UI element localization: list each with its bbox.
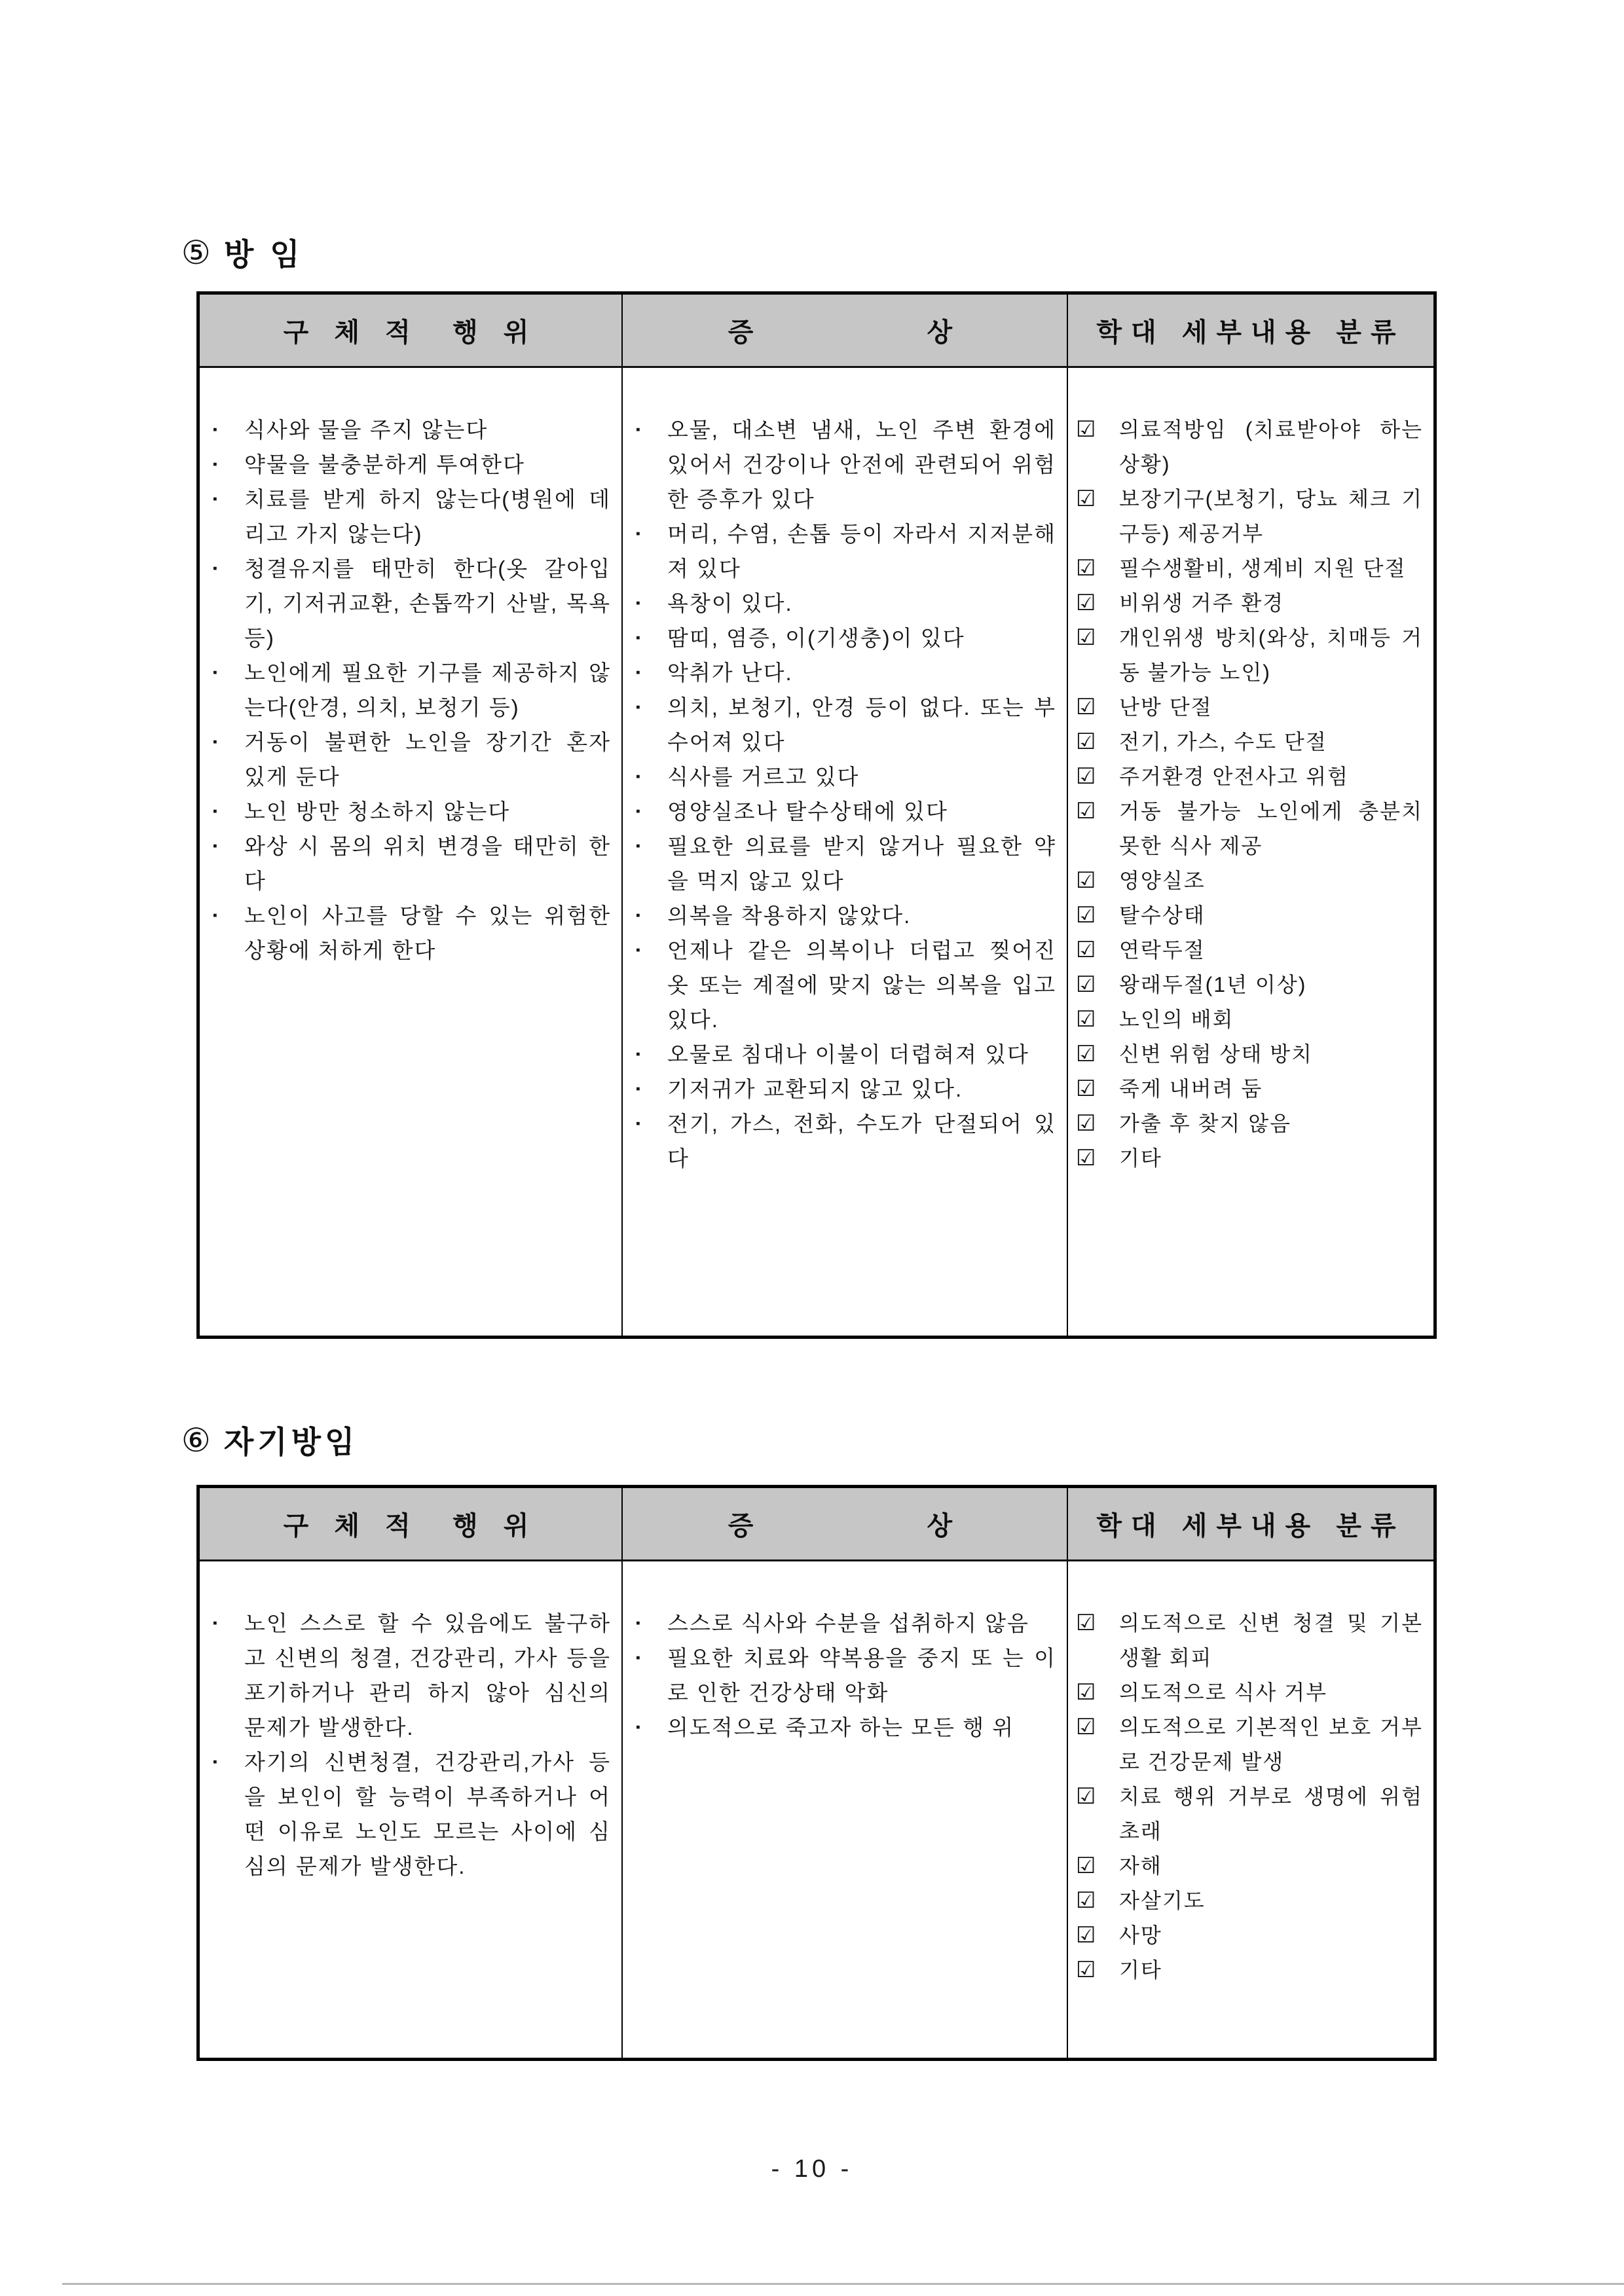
checklist-item-text: 난방 단절: [1119, 695, 1213, 719]
bullet-icon: ▪: [213, 805, 219, 818]
checkbox-checked-icon: ☑: [1076, 695, 1098, 720]
list-item-text: 전기, 가스, 전화, 수도가 단절되어 있다: [667, 1112, 1056, 1171]
checklist-item-text: 의도적으로 식사 거부: [1119, 1681, 1327, 1704]
checkbox-checked-icon: ☑: [1076, 868, 1098, 893]
bullet-icon: ▪: [213, 458, 219, 471]
bullet-icon: ▪: [636, 1651, 642, 1665]
list-item: [631, 759, 1056, 794]
checklist-item-text: 거동 불가능 노인에게 충분치 못한 식사 제공: [1119, 799, 1423, 858]
bullet-icon: ▪: [636, 943, 642, 957]
checklist-item: [1076, 1918, 1423, 1953]
checkbox-checked-icon: ☑: [1076, 1146, 1098, 1171]
checklist-item: [1076, 1849, 1423, 1884]
checklist-item-text: 보장기구(보청기, 당뇨 체크 기구등) 제공거부: [1119, 487, 1423, 545]
checklist-item-text: 주거환경 안전사고 위험: [1119, 765, 1349, 788]
header-abuse-detail-category: 학대 세부내용 분류: [1096, 318, 1405, 347]
checklist-item-text: 비위생 거주 환경: [1119, 591, 1285, 615]
section-5-title: 방 임: [223, 237, 304, 272]
list-item: [631, 621, 1056, 655]
section-5-number-icon: ⑤: [181, 234, 211, 271]
list-item: [631, 1072, 1056, 1106]
list-item: [208, 412, 611, 447]
list-item-text: 노인에게 필요한 기구를 제공하지 않는다(안경, 의치, 보청기 등): [244, 661, 611, 720]
checkbox-checked-icon: ☑: [1076, 486, 1098, 511]
checkbox-checked-icon: ☑: [1076, 1853, 1098, 1878]
neglect-category-cell: [1068, 368, 1433, 1336]
list-item-text: 자기의 신변청결, 건강관리,가사 등을 보인이 할 능력이 부족하거나 어떤 이유로 노인도 모르는 사이에 심심의 문제가 발생한다.: [244, 1750, 611, 1878]
checkbox-checked-icon: ☑: [1076, 799, 1098, 824]
checklist-item: [1076, 1002, 1423, 1037]
self-neglect-category-checklist: [1076, 1606, 1423, 1988]
list-item: [208, 551, 611, 655]
checklist-item: [1076, 933, 1423, 968]
bullet-icon: ▪: [213, 423, 219, 437]
header-symptoms: 증 상: [623, 295, 1068, 366]
checklist-item-text: 자살기도: [1119, 1889, 1206, 1912]
checklist-item: [1076, 1037, 1423, 1072]
self-neglect-symptoms-cell: [623, 1561, 1068, 2058]
bullet-icon: ▪: [213, 735, 219, 749]
list-item: [208, 1606, 611, 1745]
checkbox-checked-icon: ☑: [1076, 417, 1098, 442]
list-item: [208, 482, 611, 551]
list-item: [208, 1745, 611, 1884]
checklist-item: [1076, 412, 1423, 482]
checklist-item-text: 의도적으로 기본적인 보호 거부로 건강문제 발생: [1119, 1715, 1423, 1774]
checkbox-checked-icon: ☑: [1076, 938, 1098, 962]
neglect-table: [196, 291, 1437, 1339]
checklist-item: [1076, 1072, 1423, 1106]
checklist-item-text: 연락두절: [1119, 938, 1206, 962]
checklist-item: [1076, 968, 1423, 1002]
list-item: [631, 1641, 1056, 1710]
bullet-icon: ▪: [213, 1755, 219, 1769]
section-6-title: 자기방임: [223, 1425, 359, 1459]
checklist-item-text: 의도적으로 신변 청결 및 기본생활 회피: [1119, 1611, 1423, 1669]
list-item-text: 약물을 불충분하게 투여한다: [244, 452, 525, 477]
scan-artifact-line: [62, 2283, 1624, 2285]
neglect-category-checklist: [1076, 412, 1423, 1176]
checkbox-checked-icon: ☑: [1076, 1923, 1098, 1948]
list-item-text: 머리, 수염, 손톱 등이 자라서 지저분해져 있다: [667, 522, 1056, 581]
checklist-item-text: 기타: [1119, 1958, 1162, 1982]
list-item-text: 노인이 사고를 당할 수 있는 위험한 상황에 처하게 한다: [244, 903, 611, 962]
neglect-symptoms-list: [631, 412, 1056, 1176]
checkbox-checked-icon: ☑: [1076, 1888, 1098, 1913]
list-item-text: 땀띠, 염증, 이(기생충)이 있다: [667, 626, 965, 650]
bullet-icon: ▪: [636, 1048, 642, 1061]
list-item-text: 오물로 침대나 이불이 더렵혀져 있다: [667, 1042, 1029, 1066]
list-item: [631, 412, 1056, 517]
self-neglect-specific-acts-list: [208, 1606, 611, 1884]
checklist-item-text: 개인위생 방치(와상, 치매등 거동 불가능 노인): [1119, 626, 1423, 684]
list-item: [631, 655, 1056, 690]
list-item: [208, 794, 611, 829]
list-item-text: 욕창이 있다.: [667, 591, 793, 615]
bullet-icon: ▪: [213, 666, 219, 680]
checkbox-checked-icon: ☑: [1076, 625, 1098, 650]
checkbox-checked-icon: ☑: [1076, 1007, 1098, 1032]
checklist-item: [1076, 1884, 1423, 1918]
checklist-item: [1076, 551, 1423, 586]
neglect-specific-acts-cell: [200, 368, 623, 1336]
checkbox-checked-icon: ☑: [1076, 1784, 1098, 1809]
list-item-text: 거동이 불편한 노인을 장기간 혼자 있게 둔다: [244, 730, 611, 789]
list-item: [631, 794, 1056, 829]
bullet-icon: ▪: [636, 770, 642, 784]
list-item-text: 식사와 물을 주지 않는다: [244, 418, 489, 442]
list-item: [631, 1037, 1056, 1072]
checkbox-checked-icon: ☑: [1076, 1042, 1098, 1066]
checklist-item: [1076, 1106, 1423, 1141]
checklist-item: [1076, 586, 1423, 621]
header-abuse-detail-category: 학대 세부내용 분류: [1096, 1512, 1405, 1540]
list-item: [208, 447, 611, 482]
self-neglect-symptoms-list: [631, 1606, 1056, 1745]
bullet-icon: ▪: [636, 1082, 642, 1096]
checkbox-checked-icon: ☑: [1076, 1611, 1098, 1635]
bullet-icon: ▪: [636, 1616, 642, 1630]
neglect-specific-acts-list: [208, 412, 611, 968]
checklist-item-text: 의료적방임 (치료받아야 하는 상황): [1119, 418, 1423, 476]
list-item-text: 식사를 거르고 있다: [667, 765, 860, 789]
checkbox-checked-icon: ☑: [1076, 972, 1098, 997]
list-item-text: 악취가 난다.: [667, 661, 793, 685]
checkbox-checked-icon: ☑: [1076, 729, 1098, 754]
neglect-symptoms-cell: [623, 368, 1068, 1336]
list-item: [631, 1106, 1056, 1176]
checklist-item-text: 죽게 내버려 둠: [1119, 1077, 1263, 1101]
checklist-item-text: 기타: [1119, 1146, 1162, 1170]
checklist-item-text: 영양실조: [1119, 869, 1206, 892]
checklist-item: [1076, 725, 1423, 759]
checklist-item: [1076, 1675, 1423, 1710]
checkbox-checked-icon: ☑: [1076, 1715, 1098, 1740]
self-neglect-table: [196, 1485, 1437, 2061]
checkbox-checked-icon: ☑: [1076, 1076, 1098, 1101]
bullet-icon: ▪: [213, 562, 219, 575]
list-item-text: 기저귀가 교환되지 않고 있다.: [667, 1077, 963, 1101]
checkbox-checked-icon: ☑: [1076, 903, 1098, 928]
bullet-icon: ▪: [636, 596, 642, 610]
list-item: [631, 1710, 1056, 1745]
list-item: [208, 898, 611, 968]
bullet-icon: ▪: [213, 492, 219, 506]
list-item-text: 노인 방만 청소하지 않는다: [244, 799, 511, 824]
checkbox-checked-icon: ☑: [1076, 1111, 1098, 1136]
bullet-icon: ▪: [636, 1117, 642, 1131]
bullet-icon: ▪: [213, 909, 219, 922]
checklist-item-text: 가출 후 찾지 않음: [1119, 1112, 1292, 1135]
list-item: [208, 725, 611, 794]
bullet-icon: ▪: [636, 527, 642, 541]
checklist-item-text: 전기, 가스, 수도 단절: [1119, 730, 1327, 754]
list-item-text: 노인 스스로 할 수 있음에도 불구하고 신변의 청결, 건강관리, 가사 등을 포기하거나 관리 하지 않아 심신의 문제가 발생한다.: [244, 1611, 611, 1740]
checklist-item: [1076, 794, 1423, 864]
list-item-text: 의도적으로 죽고자 하는 모든 행 위: [667, 1715, 1015, 1740]
checkbox-checked-icon: ☑: [1076, 1958, 1098, 1982]
list-item-text: 언제나 같은 의복이나 더럽고 찢어진 옷 또는 계절에 맞지 않는 의복을 입고 있다.: [667, 938, 1056, 1032]
list-item: [631, 1606, 1056, 1641]
checklist-item-text: 신변 위험 상태 방치: [1119, 1042, 1313, 1066]
checklist-item-text: 필수생활비, 생계비 지원 단절: [1119, 556, 1407, 580]
checklist-item-text: 탈수상태: [1119, 903, 1206, 927]
checklist-item-text: 치료 행위 거부로 생명에 위험 초래: [1119, 1785, 1423, 1843]
checklist-item: [1076, 864, 1423, 898]
checklist-item: [1076, 690, 1423, 725]
bullet-icon: ▪: [213, 1616, 219, 1630]
bullet-icon: ▪: [636, 423, 642, 437]
bullet-icon: ▪: [636, 701, 642, 714]
bullet-icon: ▪: [636, 839, 642, 853]
checklist-item: [1076, 1710, 1423, 1779]
list-item: [631, 933, 1056, 1037]
bullet-icon: ▪: [636, 805, 642, 818]
bullet-icon: ▪: [636, 631, 642, 645]
self-neglect-table-header-row: [200, 1488, 1433, 1561]
list-item-text: 청결유지를 태만히 한다(옷 갈아입기, 기저귀교환, 손톱깍기 산발, 목욕 등): [244, 556, 611, 650]
checkbox-checked-icon: ☑: [1076, 591, 1098, 615]
section-6-heading: [181, 1418, 358, 1462]
checklist-item-text: 자해: [1119, 1854, 1162, 1878]
checklist-item: [1076, 1141, 1423, 1176]
list-item: [631, 829, 1056, 898]
list-item: [208, 655, 611, 725]
list-item: [208, 829, 611, 898]
checkbox-checked-icon: ☑: [1076, 556, 1098, 581]
checklist-item: [1076, 621, 1423, 690]
list-item-text: 영양실조나 탈수상태에 있다: [667, 799, 948, 824]
list-item: [631, 898, 1056, 933]
bullet-icon: ▪: [636, 1721, 642, 1734]
list-item-text: 의치, 보청기, 안경 등이 없다. 또는 부수어져 있다: [667, 695, 1056, 754]
section-6-number-icon: ⑥: [181, 1421, 211, 1459]
self-neglect-category-cell: [1068, 1561, 1433, 2058]
list-item-text: 필요한 치료와 약복용을 중지 또 는 이로 인한 건강상태 악화: [667, 1646, 1056, 1705]
bullet-icon: ▪: [636, 909, 642, 922]
self-neglect-specific-acts-cell: [200, 1561, 623, 2058]
checkbox-checked-icon: ☑: [1076, 764, 1098, 789]
list-item-text: 스스로 식사와 수분을 섭취하지 않음: [667, 1611, 1029, 1635]
bullet-icon: ▪: [636, 666, 642, 680]
section-5-heading: [181, 230, 304, 274]
list-item-text: 치료를 받게 하지 않는다(병원에 데리고 가지 않는다): [244, 487, 611, 546]
checklist-item: [1076, 759, 1423, 794]
list-item-text: 의복을 착용하지 않았다.: [667, 903, 912, 928]
checklist-item-text: 노인의 배회: [1119, 1008, 1234, 1031]
list-item: [631, 690, 1056, 759]
self-neglect-table-body: [200, 1561, 1433, 2058]
header-symptoms: 증 상: [623, 1488, 1068, 1559]
list-item: [631, 517, 1056, 586]
checklist-item: [1076, 1953, 1423, 1988]
checkbox-checked-icon: ☑: [1076, 1680, 1098, 1705]
checklist-item: [1076, 482, 1423, 551]
neglect-table-header-row: [200, 295, 1433, 368]
list-item-text: 와상 시 몸의 위치 변경을 태만히 한다: [244, 834, 611, 893]
checklist-item: [1076, 898, 1423, 933]
checklist-item-text: 사망: [1119, 1923, 1162, 1947]
list-item-text: 오물, 대소변 냄새, 노인 주변 환경에 있어서 건강이나 안전에 관련되어 위험한 증후가 있다: [667, 418, 1056, 511]
neglect-table-body: [200, 368, 1433, 1336]
header-specific-acts: 구 체 적 행 위: [200, 295, 623, 366]
checklist-item: [1076, 1779, 1423, 1849]
list-item: [631, 586, 1056, 621]
header-specific-acts: 구 체 적 행 위: [200, 1488, 623, 1559]
list-item-text: 필요한 의료를 받지 않거나 필요한 약을 먹지 않고 있다: [667, 834, 1056, 893]
bullet-icon: ▪: [213, 839, 219, 853]
checklist-item: [1076, 1606, 1423, 1675]
page-number: - 10 -: [771, 2155, 853, 2183]
checklist-item-text: 왕래두절(1년 이상): [1119, 973, 1307, 996]
